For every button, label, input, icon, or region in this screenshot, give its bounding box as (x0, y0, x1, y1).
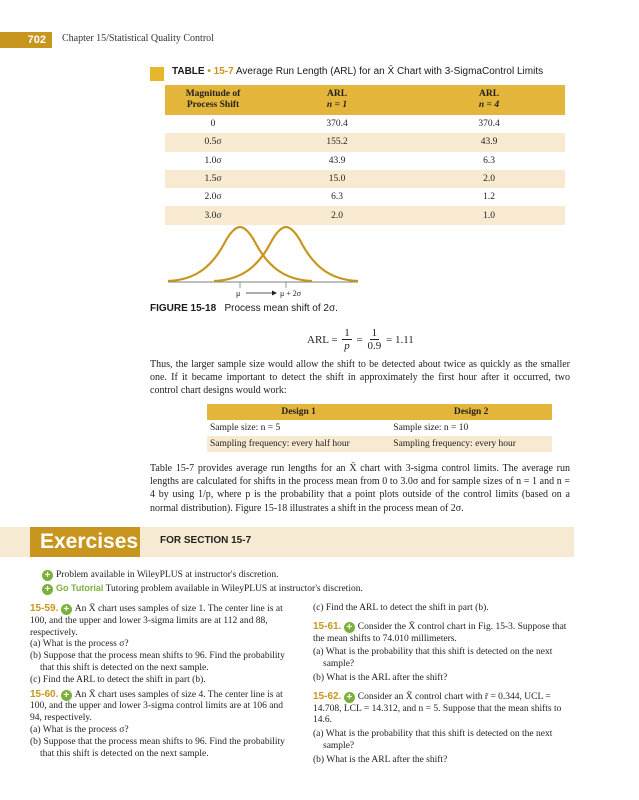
design-table (207, 404, 552, 452)
figure-caption-text: Process mean shift of 2σ. (224, 303, 338, 314)
list-item: (b) Suppose that the process mean shifts to 96. Find the probability that this shift is detected on the next sample. (30, 651, 285, 673)
table-row: 1.5σ 15.0 2.0 (165, 170, 565, 188)
table-caption (172, 66, 543, 77)
table-row: 0 370.4 370.4 (210, 119, 500, 130)
curve-shifted (214, 227, 358, 281)
table-number: 15-7 (213, 66, 234, 77)
table-title: Average Run Length (ARL) for an X̄ Chart with 3-SigmaControl Limits (235, 66, 544, 77)
header-arl-n4: ARL n = 4 (413, 85, 565, 115)
go-tutorial-link[interactable]: Go Tutorial (56, 583, 104, 593)
shift-label: μ + 2σ (280, 289, 302, 298)
legend-wileyplus: + Problem available in WileyPLUS at instructor's discretion. (42, 570, 279, 581)
exercise-15-62: 15-62. + Consider an X̄ control chart with r̄ = 0.344, UCL = 14.708, LCL = 14.312, and n = 5. Suppose that the mean shifts to 14.6. (313, 690, 562, 726)
plus-icon: + (42, 584, 53, 595)
mu-label: μ (236, 289, 241, 298)
exercise-15-61: 15-61. + Consider the X̄ control chart in Fig. 15-3. Suppose that the mean shifts to 74.010 millimeters. (313, 620, 567, 644)
list-item: (c) Find the ARL to detect the shift in part (b). (30, 674, 206, 685)
list-item: (a) What is the process σ? (30, 724, 129, 735)
table-marker-square (150, 67, 164, 81)
list-item: (a) What is the process σ? (30, 639, 129, 650)
exercise-15-59: 15-59. + An X̄ chart uses samples of size 1. The center line is at 100, and the upper and lower 3-sigma limits are at 112 and 88, respectively. (30, 603, 283, 638)
list-item: (a) What is the probability that this shift is detected on the next sample? (313, 647, 553, 670)
arl-table (165, 85, 565, 225)
exercise-column-left (30, 603, 295, 760)
arl-formula: ARL = $\frac{1}{p}$ = $\frac{1}{0.9}$ = 1.11 (307, 327, 414, 352)
plus-icon: + (344, 692, 355, 703)
table-row: 1.0σ 43.9 6.3 (204, 155, 495, 166)
list-item: (c) Find the ARL to detect the shift in part (b). (313, 603, 489, 613)
exercises-heading: Exercises (30, 527, 140, 557)
plus-icon: + (61, 604, 72, 615)
table-bullet: • (207, 66, 211, 77)
table-row: 3.0σ 2.0 1.0 (165, 206, 565, 224)
section-label: FOR SECTION 15-7 (160, 535, 252, 546)
table-row: 0.5σ 155.2 43.9 (165, 133, 565, 151)
figure-label: FIGURE 15-18 (150, 303, 217, 314)
exercise-column-right (313, 603, 571, 767)
design-2-header: Design 2 (390, 404, 552, 420)
page-number: 702 (0, 32, 52, 48)
design-1-header: Design 1 (207, 404, 390, 420)
list-item: (a) What is the probability that this shift is detected on the next sample? (313, 729, 553, 751)
header-shift: Magnitude of Process Shift (165, 85, 261, 115)
table-row: Sample size: n = 5 Sample size: n = 10 (210, 423, 469, 433)
header-arl-n1: ARL n = 1 (261, 85, 413, 115)
list-item: (b) Suppose that the process mean shifts to 96. Find the probability that this shift is detected on the next sample. (30, 736, 285, 759)
list-item: (b) What is the ARL after the shift? (313, 672, 448, 683)
mean-shift-figure (168, 222, 358, 300)
paragraph-1: Thus, the larger sample size would allow the shift to be detected about twice as quickly as the smaller one. If it became important to detect the shift in approximately the first hour after it occurred, two control chart designs would work: (150, 359, 570, 397)
plus-icon: + (61, 690, 72, 701)
figure-caption (150, 303, 338, 314)
plus-icon: + (344, 622, 355, 633)
table-row: Sampling frequency: every half hour Sampling frequency: every hour (207, 436, 552, 452)
exercise-15-60: 15-60. + An X̄ chart uses samples of size 4. The center line is at 100, and the upper and lower 3-sigma control limits are at 106 and 94, respectively. (30, 688, 284, 724)
curve-original (168, 227, 312, 281)
chapter-title: Chapter 15/Statistical Quality Control (62, 33, 214, 44)
plus-icon: + (42, 570, 53, 581)
list-item: (b) What is the ARL after the shift? (313, 754, 448, 765)
table-label: TABLE (172, 66, 205, 77)
table-row: 2.0σ 6.3 1.2 (204, 192, 495, 203)
paragraph-2: Table 15-7 provides average run lengths for an X̄ chart with 3-sigma control limits. The average run lengths are calculated for shifts in the process mean from 0 to 3.0σ and for sample sizes of n = 1 and n = 4 by using 1/p, where p is the probability that a point plots outside of the control limits (based on a normal distribution). Figure 15-18 illustrates a shift in the process mean of 2σ. (150, 463, 570, 514)
legend-tutorial: + Go Tutorial Tutoring problem available in WileyPLUS at instructor's discretion. (42, 583, 363, 595)
